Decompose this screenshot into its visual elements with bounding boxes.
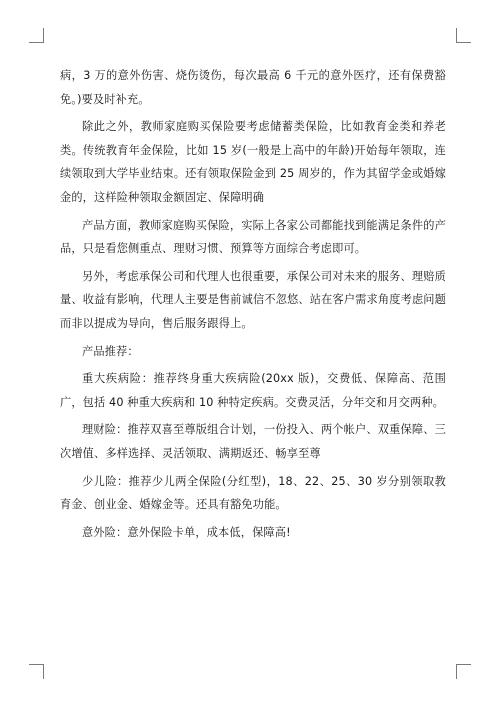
paragraph-recommend-heading: 产品推荐： [82,344,139,358]
paragraph-children-insurance: 少儿险：推荐少儿两全保险(分红型)，18、22、25、30 岁分别领取教育金、创业金、婚嫁金等。还具有豁免功能。 [60,474,446,512]
paragraph-product-choice: 产品方面，教师家庭购买保险，实际上各家公司都能找到能满足条件的产品，只是看您侧重点、理财习惯、预算等方面综合考虑即可。 [60,218,446,256]
document-body [60,64,446,548]
paragraph-wealth-management: 理财险：推荐双喜至尊版组合计划，一份投入、两个帐户、双重保障、三次增值、多样选择、灵活领取、满期返还、畅享至尊 [60,423,446,460]
crop-mark-bottom-left [29,664,44,679]
crop-mark-bottom-right [456,664,471,679]
paragraph-critical-illness: 重大疾病险：推荐终身重大疾病险(20xx 版)，交费低、保障高、范围广，包括 40 种重大疾病和 10 种特定疾病。交费灵活，分年交和月交两种。 [60,372,446,409]
paragraph-injury-coverage: 病，3 万的意外伤害、烧伤烫伤，每次最高 6 千元的意外医疗，还有保费豁免。)要及时补充。 [60,69,446,106]
crop-mark-top-left [29,28,44,43]
paragraph-insurer-agent: 另外，考虑承保公司和代理人也很重要，承保公司对未来的服务、理赔质量、收益有影响，代理人主要是售前诚信不忽悠、站在客户需求角度考虑问题而非以提成为导向，售后服务跟得上。 [60,269,446,330]
crop-mark-top-right [456,28,471,43]
paragraph-accident-insurance: 意外险：意外保险卡单，成本低，保障高! [82,525,291,539]
paragraph-savings-insurance: 除此之外，教师家庭购买保险要考虑储蓄类保险，比如教育金类和养老类。传统教育年金保险，比如 15 岁(一般是上高中的年龄)开始每年领取，连续领取到大学毕业结束。还有领取保险金到 25 周岁的，作为其留学金或婚嫁金的，这样险种领取金额固定、保障明确 [60,120,446,204]
